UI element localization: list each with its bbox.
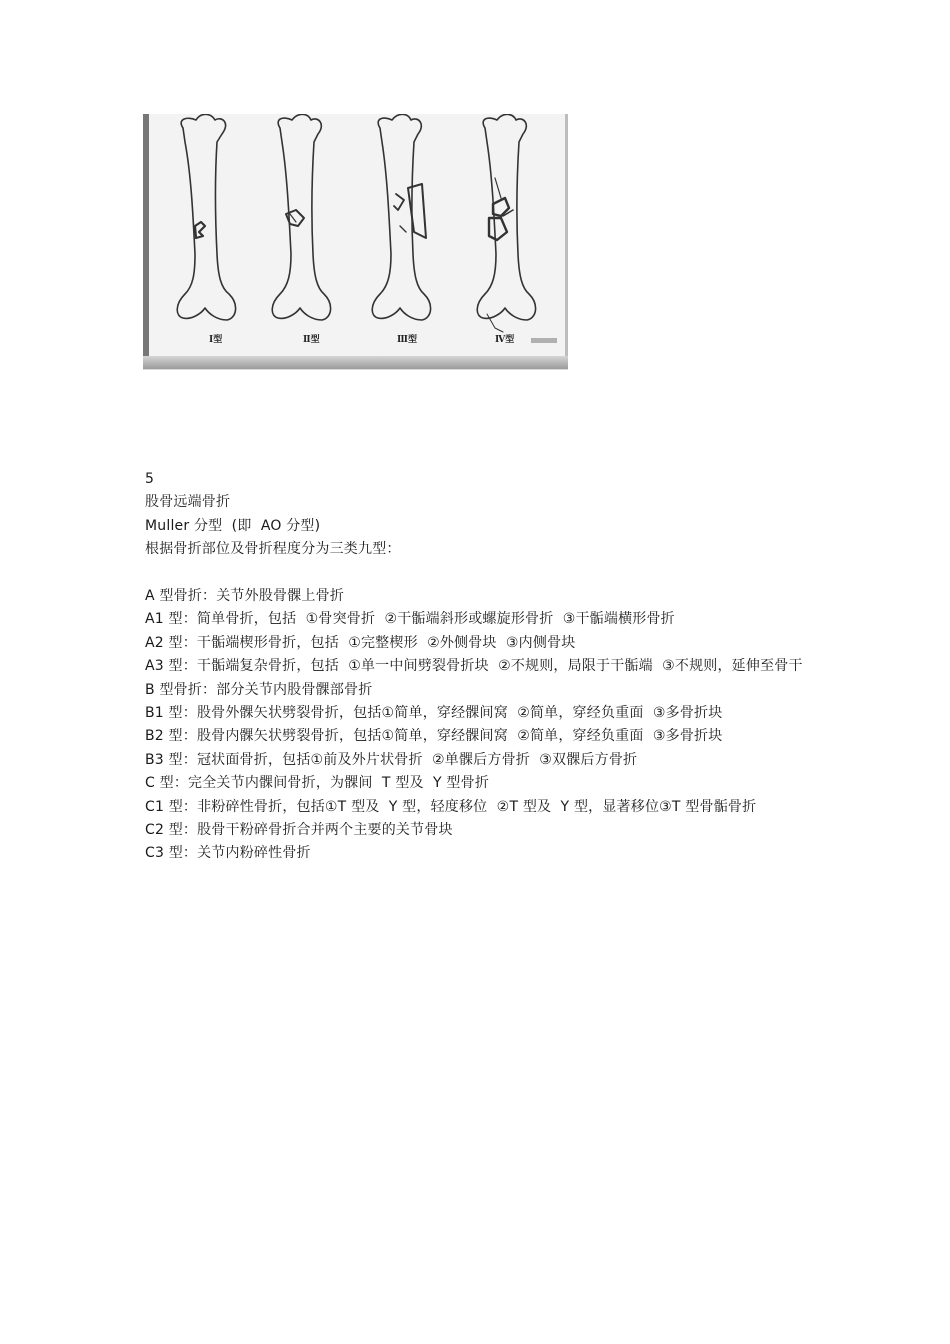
femur-type-2 bbox=[272, 114, 330, 320]
type-c3: C3 型：关节内粉碎性骨折 bbox=[145, 845, 311, 862]
femur-type-1 bbox=[177, 114, 235, 320]
figure-label-type-2: Ⅱ型 bbox=[303, 335, 320, 345]
type-a-heading: A 型骨折：关节外股骨髁上骨折 bbox=[145, 588, 345, 605]
type-a3: A3 型：干骺端复杂骨折，包括 ①单一中间劈裂骨折块 ②不规则，局限于干骺端 ③不规则，延伸至骨干 bbox=[145, 658, 803, 675]
figure-label-type-3: Ⅲ型 bbox=[397, 335, 417, 345]
document-body bbox=[145, 468, 815, 866]
type-c-heading: C 型：完全关节内髁间骨折，为髁间 T 型及 Y 型骨折 bbox=[145, 775, 490, 792]
type-b2: B2 型：股骨内髁矢状劈裂骨折，包括①简单，穿经髁间窝 ②简单，穿经负重面 ③多骨折块 bbox=[145, 728, 723, 745]
scan-edge-bottom bbox=[143, 356, 568, 369]
type-b3: B3 型：冠状面骨折，包括①前及外片状骨折 ②单髁后方骨折 ③双髁后方骨折 bbox=[145, 751, 638, 768]
femur-type-3 bbox=[372, 114, 430, 320]
femur-drawings bbox=[143, 114, 568, 369]
figure-label-type-1: Ⅰ型 bbox=[209, 335, 223, 345]
type-b1: B1 型：股骨外髁矢状劈裂骨折，包括①简单，穿经髁间窝 ②简单，穿经负重面 ③多骨折块 bbox=[145, 705, 723, 722]
type-a1: A1 型：简单骨折，包括 ①骨突骨折 ②干骺端斜形或螺旋形骨折 ③干骺端横形骨折 bbox=[145, 611, 675, 628]
type-c1: C1 型：非粉碎性骨折，包括①T 型及 Y 型，轻度移位 ②T 型及 Y 型，显著移位③T 型骨骺骨折 bbox=[145, 798, 757, 815]
scan-edge-right bbox=[565, 114, 568, 369]
watermark-mark bbox=[531, 338, 557, 343]
type-b-heading: B 型骨折：部分关节内股骨髁部骨折 bbox=[145, 681, 373, 698]
femur-fracture-illustration bbox=[143, 114, 568, 370]
scan-edge-left bbox=[143, 114, 149, 369]
type-c2: C2 型：股骨干粉碎骨折合并两个主要的关节骨块 bbox=[145, 822, 453, 839]
figure-label-type-4: Ⅳ型 bbox=[495, 335, 515, 345]
classification-name: Muller 分型 (即 AO 分型) bbox=[145, 517, 321, 534]
section-title: 股骨远端骨折 bbox=[145, 494, 231, 511]
intro-text: 根据骨折部位及骨折程度分为三类九型： bbox=[145, 541, 401, 558]
type-a2: A2 型：干骺端楔形骨折，包括 ①完整楔形 ②外侧骨块 ③内侧骨块 bbox=[145, 634, 576, 651]
paragraph-gap bbox=[145, 562, 815, 585]
femur-type-4 bbox=[477, 114, 535, 332]
page-number: 5 bbox=[145, 471, 155, 487]
